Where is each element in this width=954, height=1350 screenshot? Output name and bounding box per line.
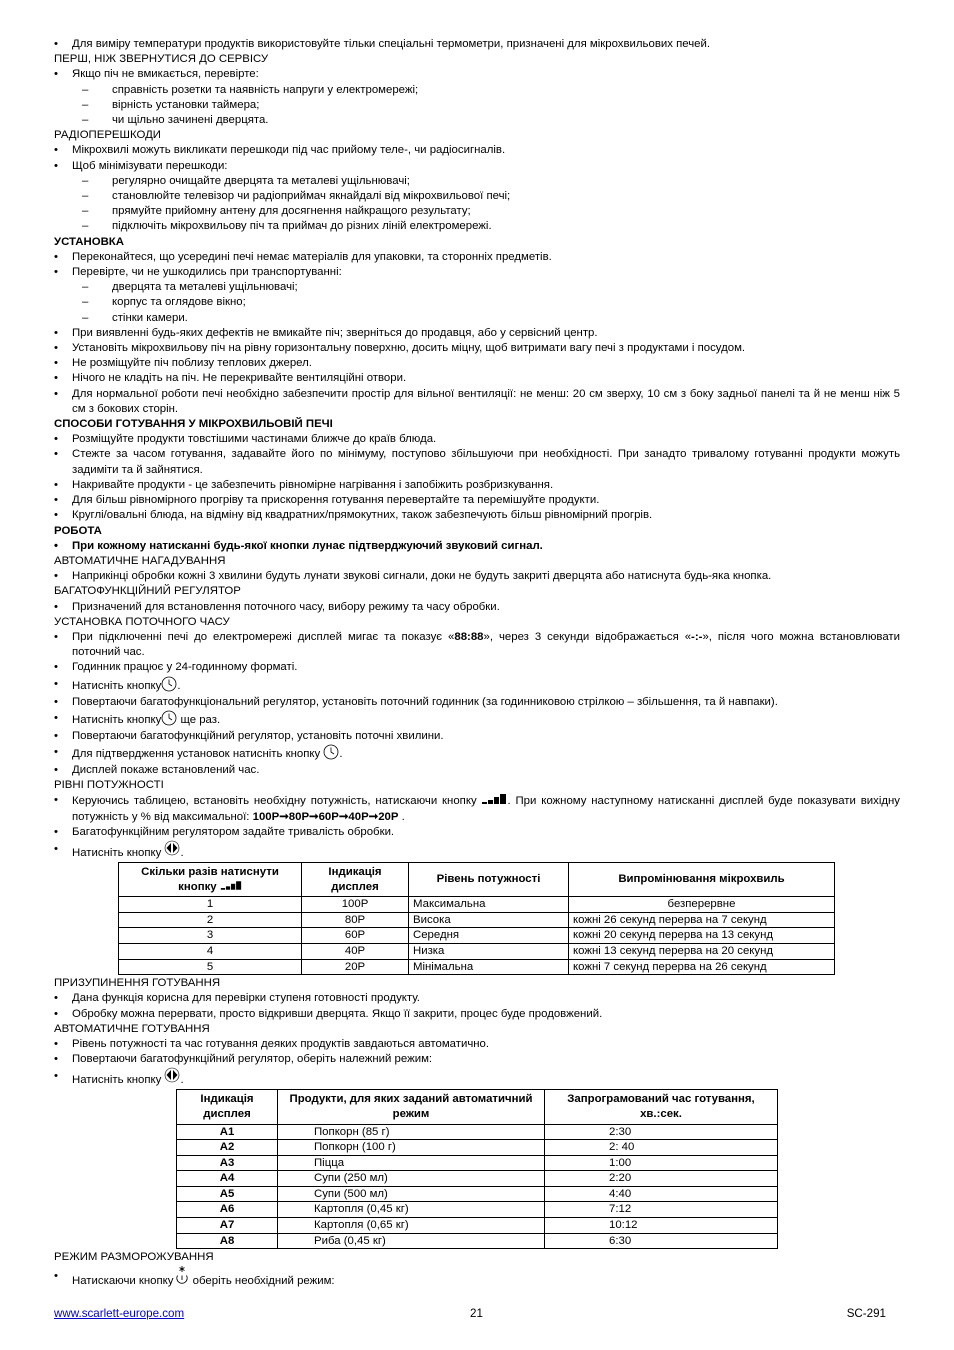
bullet-item: • Повертаючи багатофункційний регулятор, оберіть належний режим: bbox=[54, 1053, 433, 1066]
model-number: SC-291 bbox=[846, 1307, 886, 1320]
table-cell: A4 bbox=[177, 1171, 278, 1187]
table-cell: 1:00 bbox=[545, 1155, 778, 1171]
clock-icon bbox=[161, 676, 177, 692]
table-cell: A1 bbox=[177, 1124, 278, 1140]
table-cell: A8 bbox=[177, 1233, 278, 1249]
bullet-item: • Натисніть кнопку ще раз. bbox=[54, 711, 221, 726]
bullet-item: • Щоб мінімізувати перешкоди: bbox=[54, 159, 228, 172]
table-header-cell: Скільки разів натиснути кнопку bbox=[119, 862, 302, 896]
bullet-item: • Для підтвердження установок натисніть кнопку . bbox=[54, 745, 343, 760]
section-heading: РОБОТА bbox=[54, 524, 102, 537]
section-heading: АВТОМАТИЧНЕ НАГАДУВАННЯ bbox=[54, 554, 226, 567]
table-row bbox=[119, 928, 835, 944]
table-row bbox=[177, 1171, 778, 1187]
table-cell: 20P bbox=[302, 959, 409, 975]
table-cell: 5 bbox=[119, 959, 302, 975]
section-heading: СПОСОБИ ГОТУВАННЯ У МІКРОХВИЛЬОВІЙ ПЕЧІ bbox=[54, 418, 333, 431]
table-cell: Картопля (0,65 кг) bbox=[278, 1218, 545, 1234]
sub-item: – становлюйте телевізор чи радіоприймач якнайдалі від мікрохвильової печі; bbox=[82, 190, 511, 203]
section-heading: АВТОМАТИЧНЕ ГОТУВАННЯ bbox=[54, 1022, 210, 1035]
bullet-item: • Дана функція корисна для перевірки ступеня готовності продукту. bbox=[54, 992, 420, 1005]
bullet-item: • При виявленні будь-яких дефектів не вмикайте піч; зверніться до продавця, або у сервісний центр. bbox=[54, 326, 598, 339]
defrost-icon bbox=[174, 1265, 190, 1285]
table-cell: 10:12 bbox=[545, 1218, 778, 1234]
bullet-item: • Стежте за часом готування, задавайте його по мінімуму, поступово збільшуючи при необхідності. При занадто тривалому готуванні продукти можуть задиміти та й зайнятися. bbox=[54, 448, 900, 476]
table-row bbox=[177, 1140, 778, 1156]
table-cell: кожні 20 секунд перерва на 13 секунд bbox=[569, 928, 835, 944]
bullet-item: • Якщо піч не вмикається, перевірте: bbox=[54, 68, 259, 81]
bullet-item: • Керуючись таблицею, встановіть необхідну потужність, натискаючи кнопку . При кожному наступному натисканні дисплей буде показувати вихідну потужність у % від максимальної: 100P➞80P➞60P➞40P➞20P . bbox=[54, 794, 900, 823]
bullet-item: • Натисніть кнопку . bbox=[54, 677, 181, 692]
table-row bbox=[119, 959, 835, 975]
table-cell: Середня bbox=[409, 928, 569, 944]
table-header-cell: Запрограмований час готування, хв.:сек. bbox=[545, 1090, 778, 1124]
start-icon bbox=[164, 1067, 180, 1083]
table-row bbox=[119, 943, 835, 959]
table-cell: 1 bbox=[119, 897, 302, 913]
table-cell: 7:12 bbox=[545, 1202, 778, 1218]
table-row bbox=[177, 1202, 778, 1218]
table-cell: Піцца bbox=[278, 1155, 545, 1171]
bullet-item: • Не розміщуйте піч поблизу теплових джерел. bbox=[54, 357, 312, 370]
table-cell: 4:40 bbox=[545, 1186, 778, 1202]
table-cell: Попкорн (85 г) bbox=[278, 1124, 545, 1140]
table-cell: 80P bbox=[302, 912, 409, 928]
table-cell: 2:20 bbox=[545, 1171, 778, 1187]
bullet-item: • Накривайте продукти - це забезпечить рівномірне нагрівання і запобіжить розбризкування. bbox=[54, 478, 554, 491]
table-row bbox=[177, 1233, 778, 1249]
table-row bbox=[177, 1186, 778, 1202]
bullet-item: • Натискаючи кнопку оберіть необхідний режим: bbox=[54, 1265, 900, 1292]
table-header-cell: Індикація дисплея bbox=[177, 1090, 278, 1124]
power-level-icon bbox=[481, 793, 507, 805]
bullet-item: • Розміщуйте продукти товстішими частинами ближче до країв блюда. bbox=[54, 433, 437, 446]
table-cell: 4 bbox=[119, 943, 302, 959]
bullet-item: • Наприкінці обробки кожні 3 хвилини будуть лунати звукові сигнали, доки не будуть закриті дверцята або натиснута будь-яка кнопка. bbox=[54, 570, 772, 583]
table-cell: 60P bbox=[302, 928, 409, 944]
power-table bbox=[118, 862, 835, 975]
bullet-item: • Перевірте, чи не ушкодились при транспортуванні: bbox=[54, 266, 342, 279]
bullet-item: • Установіть мікрохвильову піч на рівну горизонтальну поверхню, досить міцну, щоб витримати вагу печі з продуктами і посудом. bbox=[54, 342, 746, 355]
bullet-item: • Повертаючи багатофункціональний регулятор, установіть поточний годинник (за годинниковою стрілкою – збільшення, та й навпаки). bbox=[54, 695, 778, 708]
table-header-cell: Індикація дисплея bbox=[302, 862, 409, 896]
bullet-item: • Для нормальної роботи печі необхідно забезпечити простір для вільної вентиляції: не менш: 20 см зверху, 10 см з боку задньої панелі та й не менш ніж 5 см з бокових сторін. bbox=[54, 387, 900, 415]
bullet-item: • Натисніть кнопку . bbox=[54, 840, 900, 862]
website-link[interactable]: www.scarlett-europe.com bbox=[54, 1307, 185, 1320]
table-row bbox=[177, 1124, 778, 1140]
bullet-item: • При кожному натисканні будь-якої кнопки лунає підтверджуючий звуковий сигнал. bbox=[54, 539, 543, 552]
bullet-item: • Призначений для встановлення поточного часу, вибору режиму та часу обробки. bbox=[54, 600, 500, 613]
sub-item: – чи щільно зачинені дверцята. bbox=[82, 114, 269, 127]
table-row bbox=[119, 897, 835, 913]
table-header-row bbox=[119, 862, 835, 896]
table-cell: A2 bbox=[177, 1140, 278, 1156]
power-level-icon bbox=[220, 880, 242, 891]
section-heading: РЕЖИМ РАЗМОРОЖУВАННЯ bbox=[54, 1251, 214, 1264]
section-heading: УСТАНОВКА ПОТОЧНОГО ЧАСУ bbox=[54, 615, 230, 628]
bullet-item: • Годинник працює у 24-годинному форматі. bbox=[54, 661, 298, 674]
sub-item: – прямуйте прийомну антену для досягнення найкращого результату; bbox=[82, 205, 471, 218]
section-heading: ПЕРШ, НІЖ ЗВЕРНУТИСЯ ДО СЕРВІСУ bbox=[54, 53, 269, 66]
bullet-item: • Мікрохвилі можуть викликати перешкоди під час прийому теле-, чи радіосигналів. bbox=[54, 144, 506, 157]
table-cell: 40P bbox=[302, 943, 409, 959]
table-cell: A5 bbox=[177, 1186, 278, 1202]
table-cell: кожні 7 секунд перерва на 26 секунд bbox=[569, 959, 835, 975]
table-cell: кожні 13 секунд перерва на 20 секунд bbox=[569, 943, 835, 959]
table-header-cell: Продукти, для яких заданий автоматичний режим bbox=[278, 1090, 545, 1124]
bullet-item: • Круглі/овальні блюда, на відміну від квадратних/прямокутних, також забезпечують більш рівномірний прогрів. bbox=[54, 509, 653, 522]
table-cell: 2: 40 bbox=[545, 1140, 778, 1156]
table-header-cell: Рівень потужності bbox=[409, 862, 569, 896]
table-cell: A3 bbox=[177, 1155, 278, 1171]
table-row bbox=[177, 1218, 778, 1234]
table-cell: Максимальна bbox=[409, 897, 569, 913]
sub-item: – вірність установки таймера; bbox=[82, 98, 260, 111]
table-cell: Супи (500 мл) bbox=[278, 1186, 545, 1202]
table-cell: Картопля (0,45 кг) bbox=[278, 1202, 545, 1218]
table-row bbox=[119, 912, 835, 928]
bullet-item: • Дисплей покаже встановлений час. bbox=[54, 763, 260, 776]
table-cell: 2 bbox=[119, 912, 302, 928]
sub-item: – регулярно очищайте дверцята та металеві ущільнювачі; bbox=[82, 174, 410, 187]
bullet-item: • Рівень потужності та час готування деяких продуктів завдаються автоматично. bbox=[54, 1037, 490, 1050]
sub-item: – дверцята та металеві ущільнювачі; bbox=[82, 281, 298, 294]
section-heading: УСТАНОВКА bbox=[54, 235, 124, 248]
table-cell: 3 bbox=[119, 928, 302, 944]
table-header-cell: Випромінювання мікрохвиль bbox=[569, 862, 835, 896]
table-header-row bbox=[177, 1090, 778, 1124]
section-heading: РІВНІ ПОТУЖНОСТІ bbox=[54, 779, 164, 792]
bullet-item: • Переконайтеся, що усередині печі немає матеріалів для упаковки, та сторонніх предметів. bbox=[54, 250, 552, 263]
table-cell: Риба (0,45 кг) bbox=[278, 1233, 545, 1249]
page-number: 21 bbox=[470, 1307, 483, 1320]
table-cell: кожні 26 секунд перерва на 7 секунд bbox=[569, 912, 835, 928]
table-cell: Супи (250 мл) bbox=[278, 1171, 545, 1187]
table-cell: 2:30 bbox=[545, 1124, 778, 1140]
table-cell: Висока bbox=[409, 912, 569, 928]
sub-item: – справність розетки та наявність напруги у електромережі; bbox=[82, 83, 419, 96]
sub-item: – стінки камери. bbox=[82, 311, 188, 324]
section-heading: БАГАТОФУНКЦІЙНИЙ РЕГУЛЯТОР bbox=[54, 585, 241, 598]
bullet-item: • Повертаючи багатофункційний регулятор, установіть поточні хвилини. bbox=[54, 729, 444, 742]
sub-item: – підключіть мікрохвильову піч та приймач до різних ліній електромережі. bbox=[82, 220, 492, 233]
auto-table bbox=[176, 1089, 778, 1249]
table-cell: A6 bbox=[177, 1202, 278, 1218]
table-cell: Низка bbox=[409, 943, 569, 959]
bullet-item: • Для більш рівномірного прогріву та прискорення готування перевертайте та перемішуйте продукти. bbox=[54, 494, 600, 507]
sub-item: – корпус та оглядове вікно; bbox=[82, 296, 246, 309]
table-cell: Мінімальна bbox=[409, 959, 569, 975]
bullet-item: • При підключенні печі до електромережі дисплей мигає та показує «88:88», через 3 секунди відображається «-:-», після чого можна встановлювати поточний час. bbox=[54, 630, 900, 659]
clock-icon bbox=[323, 744, 339, 760]
clock-icon bbox=[161, 710, 177, 726]
table-cell: 100P bbox=[302, 897, 409, 913]
bullet-item: • Нічого не кладіть на піч. Не перекривайте вентиляційні отвори. bbox=[54, 372, 407, 385]
section-heading: ПРИЗУПИНЕННЯ ГОТУВАННЯ bbox=[54, 977, 221, 990]
section-heading: РАДІОПЕРЕШКОДИ bbox=[54, 129, 161, 142]
start-icon bbox=[164, 840, 180, 856]
table-cell: 6:30 bbox=[545, 1233, 778, 1249]
table-cell: Попкорн (100 г) bbox=[278, 1140, 545, 1156]
bullet-item: • Для виміру температури продуктів використовуйте тільки спеціальні термометри, призначені для мікрохвильових печей. bbox=[54, 38, 711, 50]
bullet-item: • Натисніть кнопку . bbox=[54, 1067, 900, 1089]
table-cell: A7 bbox=[177, 1218, 278, 1234]
bullet-item: • Багатофункційним регулятором задайте тривалість обробки. bbox=[54, 825, 395, 838]
bullet-item: • Обробку можна перервати, просто відкривши дверцята. Якщо її закрити, процес буде продовжений. bbox=[54, 1007, 603, 1020]
table-cell: безперервне bbox=[569, 897, 835, 913]
page-content bbox=[54, 37, 900, 1292]
table-row bbox=[177, 1155, 778, 1171]
